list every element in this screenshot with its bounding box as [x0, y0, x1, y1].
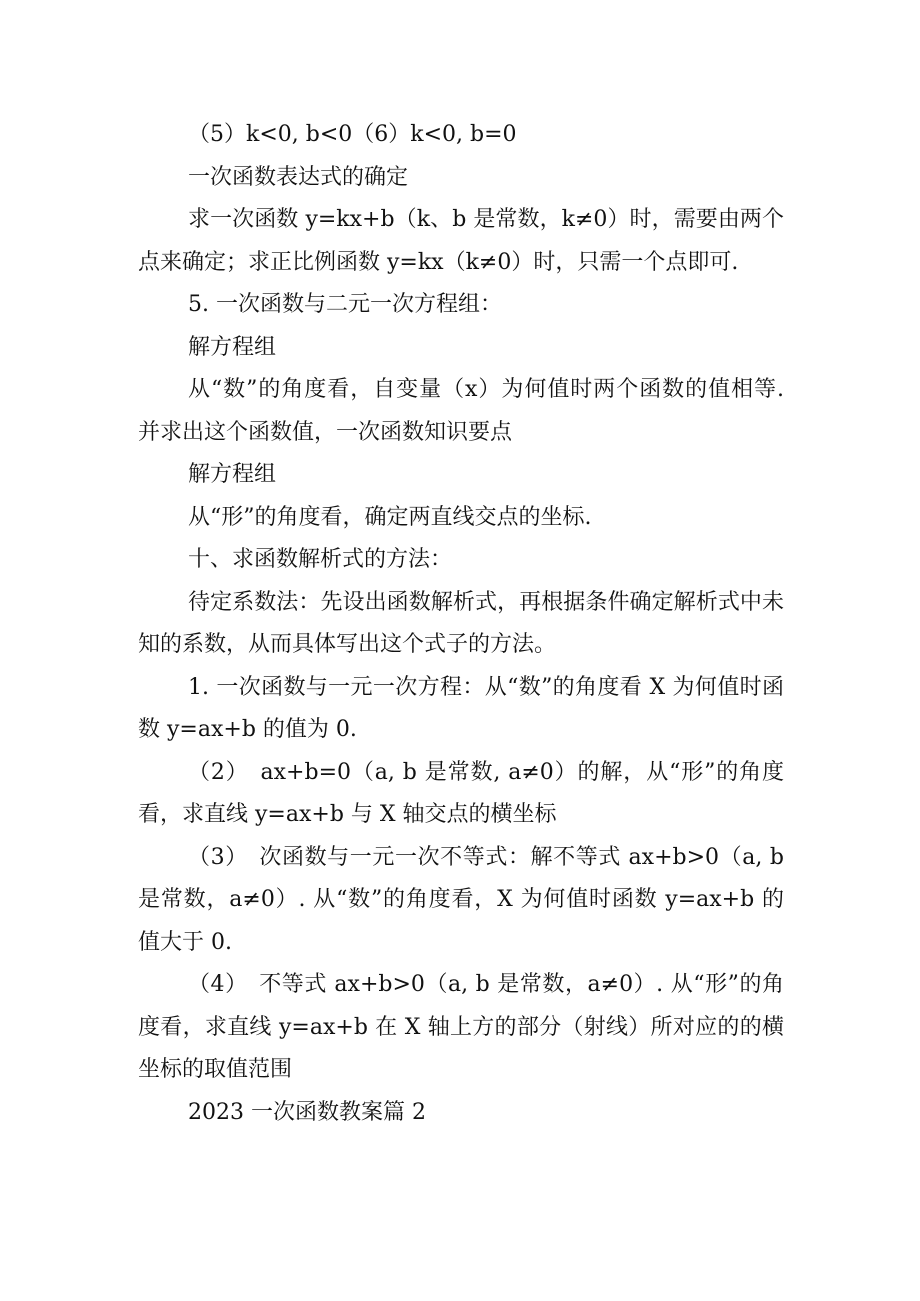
paragraph-number-view: 从“数”的角度看，自变量（x）为何值时两个函数的值相等. 并求出这个函数值，一次函数知识要点 [138, 377, 784, 445]
paragraph-item-1: 1. 一次函数与一元一次方程：从“数”的角度看 X 为何值时函数 y=ax+b 的值为 0. [138, 674, 784, 742]
paragraph-item-3: （3） 次函数与一元一次不等式：解不等式 ax+b>0（a, b 是常数，a≠0）. 从“数”的角度看，X 为何值时函数 y=ax+b 的值大于 0. [138, 844, 784, 955]
paragraph-determine-function: 求一次函数 y=kx+b（k、b 是常数，k≠0）时，需要由两个点来确定；求正比例函数 y=kx（k≠0）时，只需一个点即可. [138, 207, 784, 275]
paragraph-section-10: 十、求函数解析式的方法： [188, 547, 453, 572]
paragraph-undetermined-coefficients: 待定系数法：先设出函数解析式，再根据条件确定解析式中未知的系数，从而具体写出这个式子的方法。 [138, 589, 784, 657]
paragraph-section-5: 5. 一次函数与二元一次方程组： [188, 292, 502, 317]
paragraph-next-title: 2023 一次函数教案篇 2 [188, 1099, 426, 1125]
paragraph-k-cases: （5）k<0, b<0（6）k<0, b=0 [188, 122, 517, 147]
paragraph-solve-system-1: 解方程组 [188, 334, 277, 360]
paragraph-solve-system-2: 解方程组 [188, 462, 277, 487]
paragraph-item-2: （2） ax+b=0（a, b 是常数, a≠0）的解，从“形”的角度看，求直线 y=ax+b 与 X 轴交点的横坐标 [138, 759, 784, 827]
paragraph-item-4: （4） 不等式 ax+b>0（a, b 是常数，a≠0）. 从“形”的角度看，求直线 y=ax+b 在 X 轴上方的部分（射线）所对应的的横坐标的取值范围 [138, 972, 784, 1082]
document-body [138, 114, 784, 1134]
paragraph-shape-view: 从“形”的角度看，确定两直线交点的坐标. [188, 504, 592, 530]
paragraph-expression-heading: 一次函数表达式的确定 [188, 164, 409, 190]
